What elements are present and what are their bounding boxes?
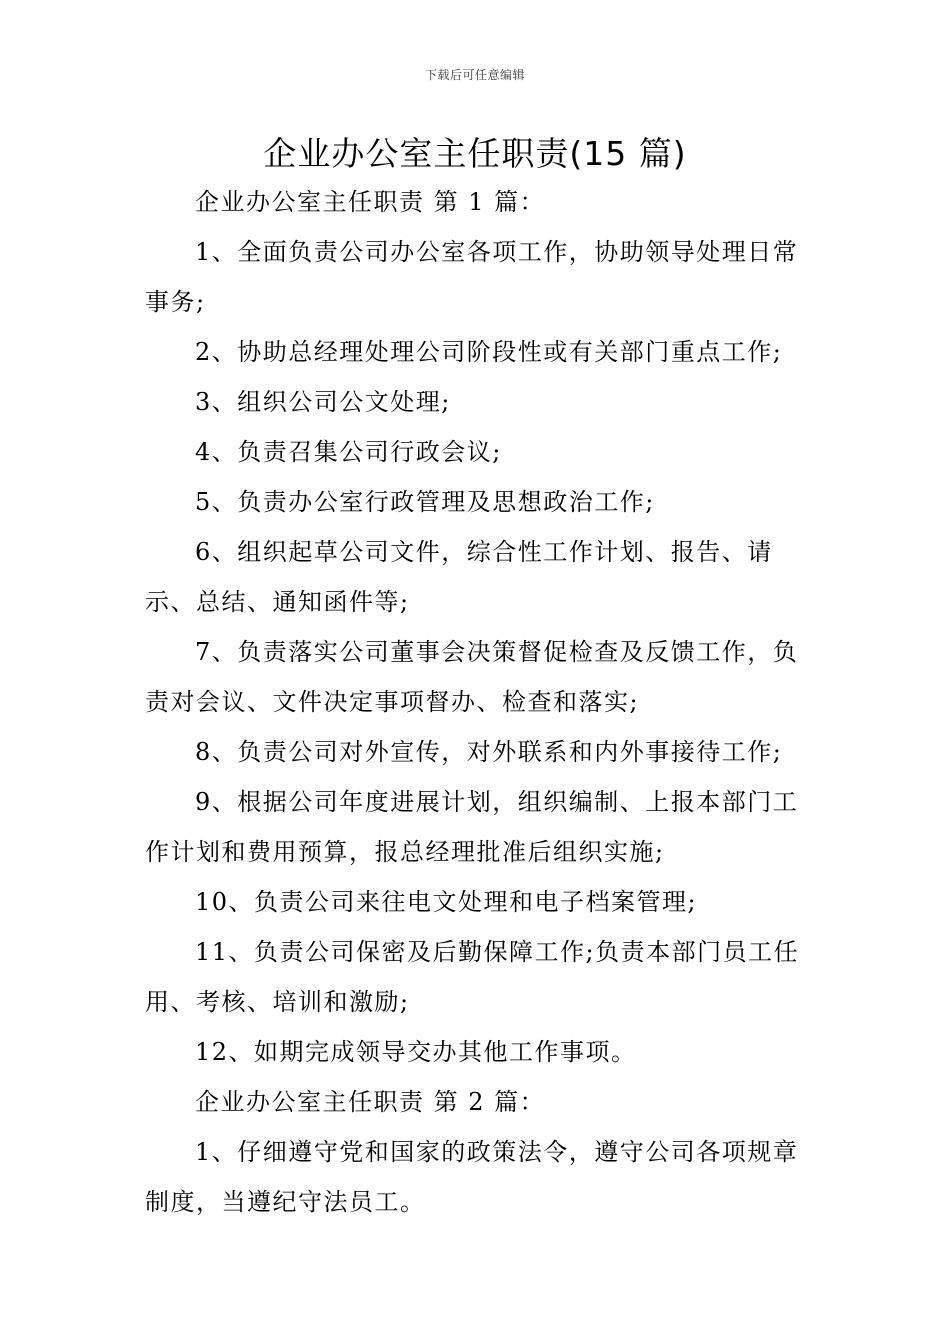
paragraph: 6、组织起草公司文件，综合性工作计划、报告、请示、总结、通知函件等; xyxy=(145,538,773,616)
header-note: 下载后可任意编辑 xyxy=(424,68,525,82)
section-heading: 企业办公室主任职责 第 2 篇： xyxy=(195,1088,546,1116)
paragraph: 7、负责落实公司董事会决策督促检查及反馈工作，负责对会议、文件决定事项督办、检查和落实; xyxy=(145,638,799,716)
paragraph: 8、负责公司对外宣传，对外联系和内外事接待工作; xyxy=(195,738,783,766)
paragraph: 4、负责召集公司行政会议; xyxy=(195,438,502,466)
paragraph: 9、根据公司年度进展计划，组织编制、上报本部门工作计划和费用预算，报总经理批准后组织实施; xyxy=(145,788,799,866)
document-title: 企业办公室主任职责(15 篇) xyxy=(263,134,687,173)
paragraph: 11、负责公司保密及后勤保障工作;负责本部门员工任用、考核、培训和激励; xyxy=(145,938,800,1016)
paragraph: 2、协助总经理处理公司阶段性或有关部门重点工作; xyxy=(195,338,783,366)
paragraph: 12、如期完成领导交办其他工作事项。 xyxy=(195,1038,637,1066)
paragraph: 1、仔细遵守党和国家的政策法令，遵守公司各项规章制度，当遵纪守法员工。 xyxy=(145,1138,799,1216)
paragraph: 5、负责办公室行政管理及思想政治工作; xyxy=(195,488,655,516)
document-body xyxy=(145,177,815,1227)
paragraph: 3、组织公司公文处理; xyxy=(195,388,451,416)
paragraph: 1、全面负责公司办公室各项工作，协助领导处理日常事务; xyxy=(145,238,799,316)
paragraph: 10、负责公司来往电文处理和电子档案管理; xyxy=(195,888,698,916)
section-heading: 企业办公室主任职责 第 1 篇： xyxy=(195,188,546,216)
